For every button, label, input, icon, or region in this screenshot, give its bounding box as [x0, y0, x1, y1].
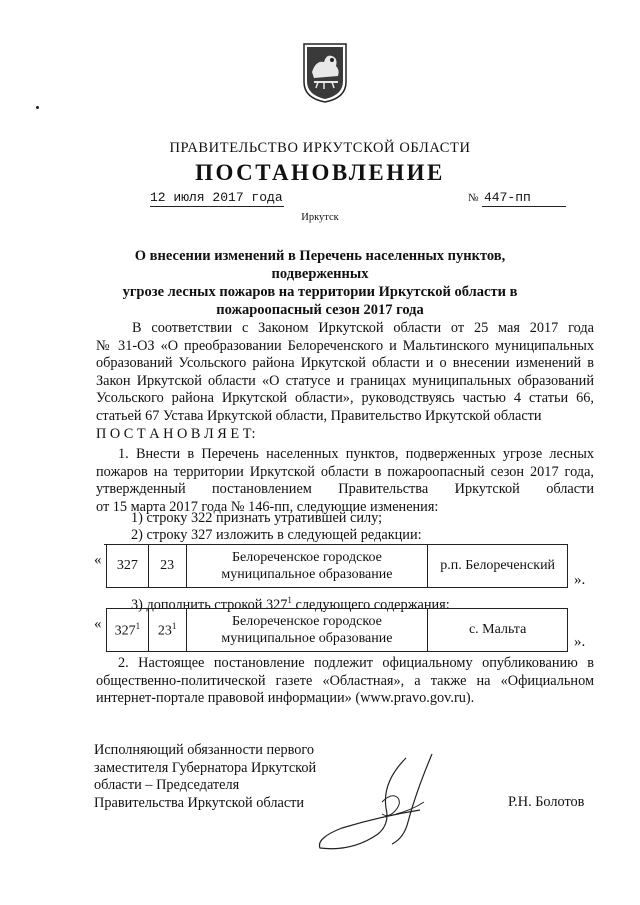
open-quote: « [94, 552, 102, 568]
new-row-327-1 [106, 608, 568, 652]
document-title [100, 247, 540, 319]
open-quote: « [94, 616, 102, 632]
close-quote: ». [574, 634, 586, 650]
date-underline [150, 206, 284, 207]
preamble-line: Усольского района Иркутской области», руководствуясь частью 4 статьи 66, [96, 390, 594, 407]
document-date: 12 июля 2017 года [150, 190, 283, 205]
position-line: заместителя Губернатора Иркутской [94, 759, 317, 776]
point-2-line: общественно-политической газете «Областная», а также на «Официальном [96, 672, 594, 689]
coat-of-arms-icon [302, 42, 348, 104]
title-line: угрозе лесных пожаров на территории Иркутской области в [122, 284, 518, 300]
point-2-line: интернет-портале правовой информации» (www.pravo.gov.ru). [96, 690, 475, 707]
table-row [107, 545, 568, 588]
mo-line: муниципальное образование [221, 567, 393, 582]
point-1-line: 1. Внести в Перечень населенных пунктов, подверженных угрозе лесных [118, 446, 594, 462]
signatory-name: Р.Н. Болотов [508, 794, 585, 810]
preamble-line: статьей 67 Устава Иркутской области, Правительство Иркутской области [96, 407, 542, 424]
position-line: Исполняющий обязанности первого [94, 742, 315, 758]
handwritten-signature [312, 752, 462, 860]
title-line: О внесении изменений в Перечень населенных пунктов, подверженных [134, 248, 506, 282]
municipal-formation [186, 545, 428, 588]
item-2: 2) строку 327 изложить в следующей редакции: [131, 527, 422, 543]
resolves-word: П О С Т А Н О В Л Я Е Т: [96, 425, 256, 442]
point-1-line: пожаров на территории Иркутской области в пожароопасный сезон 2017 года, [96, 463, 594, 480]
title-line: пожароопасный сезон 2017 года [216, 302, 424, 318]
row-number: 327 [107, 545, 149, 588]
municipal-formation [186, 609, 428, 652]
close-quote: ». [574, 572, 586, 588]
row-col2: $23^1$ [148, 609, 186, 652]
replacement-row-327 [106, 544, 568, 588]
preamble-line: В соответствии с Законом Иркутской области от 25 мая 2017 года [132, 320, 594, 336]
document-number: 447-пп [484, 190, 531, 205]
position-line: Правительства Иркутской области [94, 794, 305, 811]
government-name: ПРАВИТЕЛЬСТВО ИРКУТСКОЙ ОБЛАСТИ [169, 140, 471, 156]
item-3-suffix: следующего содержания: [291, 596, 450, 613]
city: Иркутск [301, 212, 339, 223]
row-number: $327^1$ [107, 609, 149, 652]
point-1-line: от 15 марта 2017 года № 146-пп, следующие изменения: [96, 498, 439, 515]
mo-line: Белореченское городское [231, 550, 382, 565]
position-line: области – Председателя [94, 777, 240, 794]
mo-line: Белореченское городское [231, 614, 382, 629]
preamble-line: образований Усольского района Иркутской области и о внесении изменений в [96, 355, 594, 372]
point-2 [96, 655, 594, 708]
table-row [107, 609, 568, 652]
preamble-line: Закон Иркутской области «О статусе и границах муниципальных образований [96, 372, 594, 389]
row-col2: 23 [148, 545, 186, 588]
item-1: 1) строку 322 признать утратившей силу; [131, 510, 383, 526]
number-sign: № [468, 192, 479, 204]
settlement: с. Мальта [428, 609, 568, 652]
preamble [96, 320, 594, 443]
item-3-prefix: 3) дополнить строкой 327 [131, 596, 288, 613]
superscript: 1 [135, 620, 141, 631]
preamble-line: № 31-ОЗ «О преобразовании Белореченского и Мальтинского муниципальных [96, 337, 594, 354]
stray-dot [36, 106, 39, 109]
signatory-position [94, 742, 316, 812]
point-1-line: утвержденный постановлением Правительства Иркутской области [96, 481, 594, 498]
mo-line: муниципальное образование [221, 631, 393, 646]
document-type: ПОСТАНОВЛЕНИЕ [195, 160, 445, 185]
superscript: 1 [171, 620, 177, 631]
settlement: р.п. Белореченский [428, 545, 568, 588]
point-1 [96, 446, 594, 516]
point-2-line: 2. Настоящее постановление подлежит официальному опубликованию в [118, 655, 594, 671]
number-underline [482, 206, 566, 207]
superscript: 1 [287, 595, 292, 605]
